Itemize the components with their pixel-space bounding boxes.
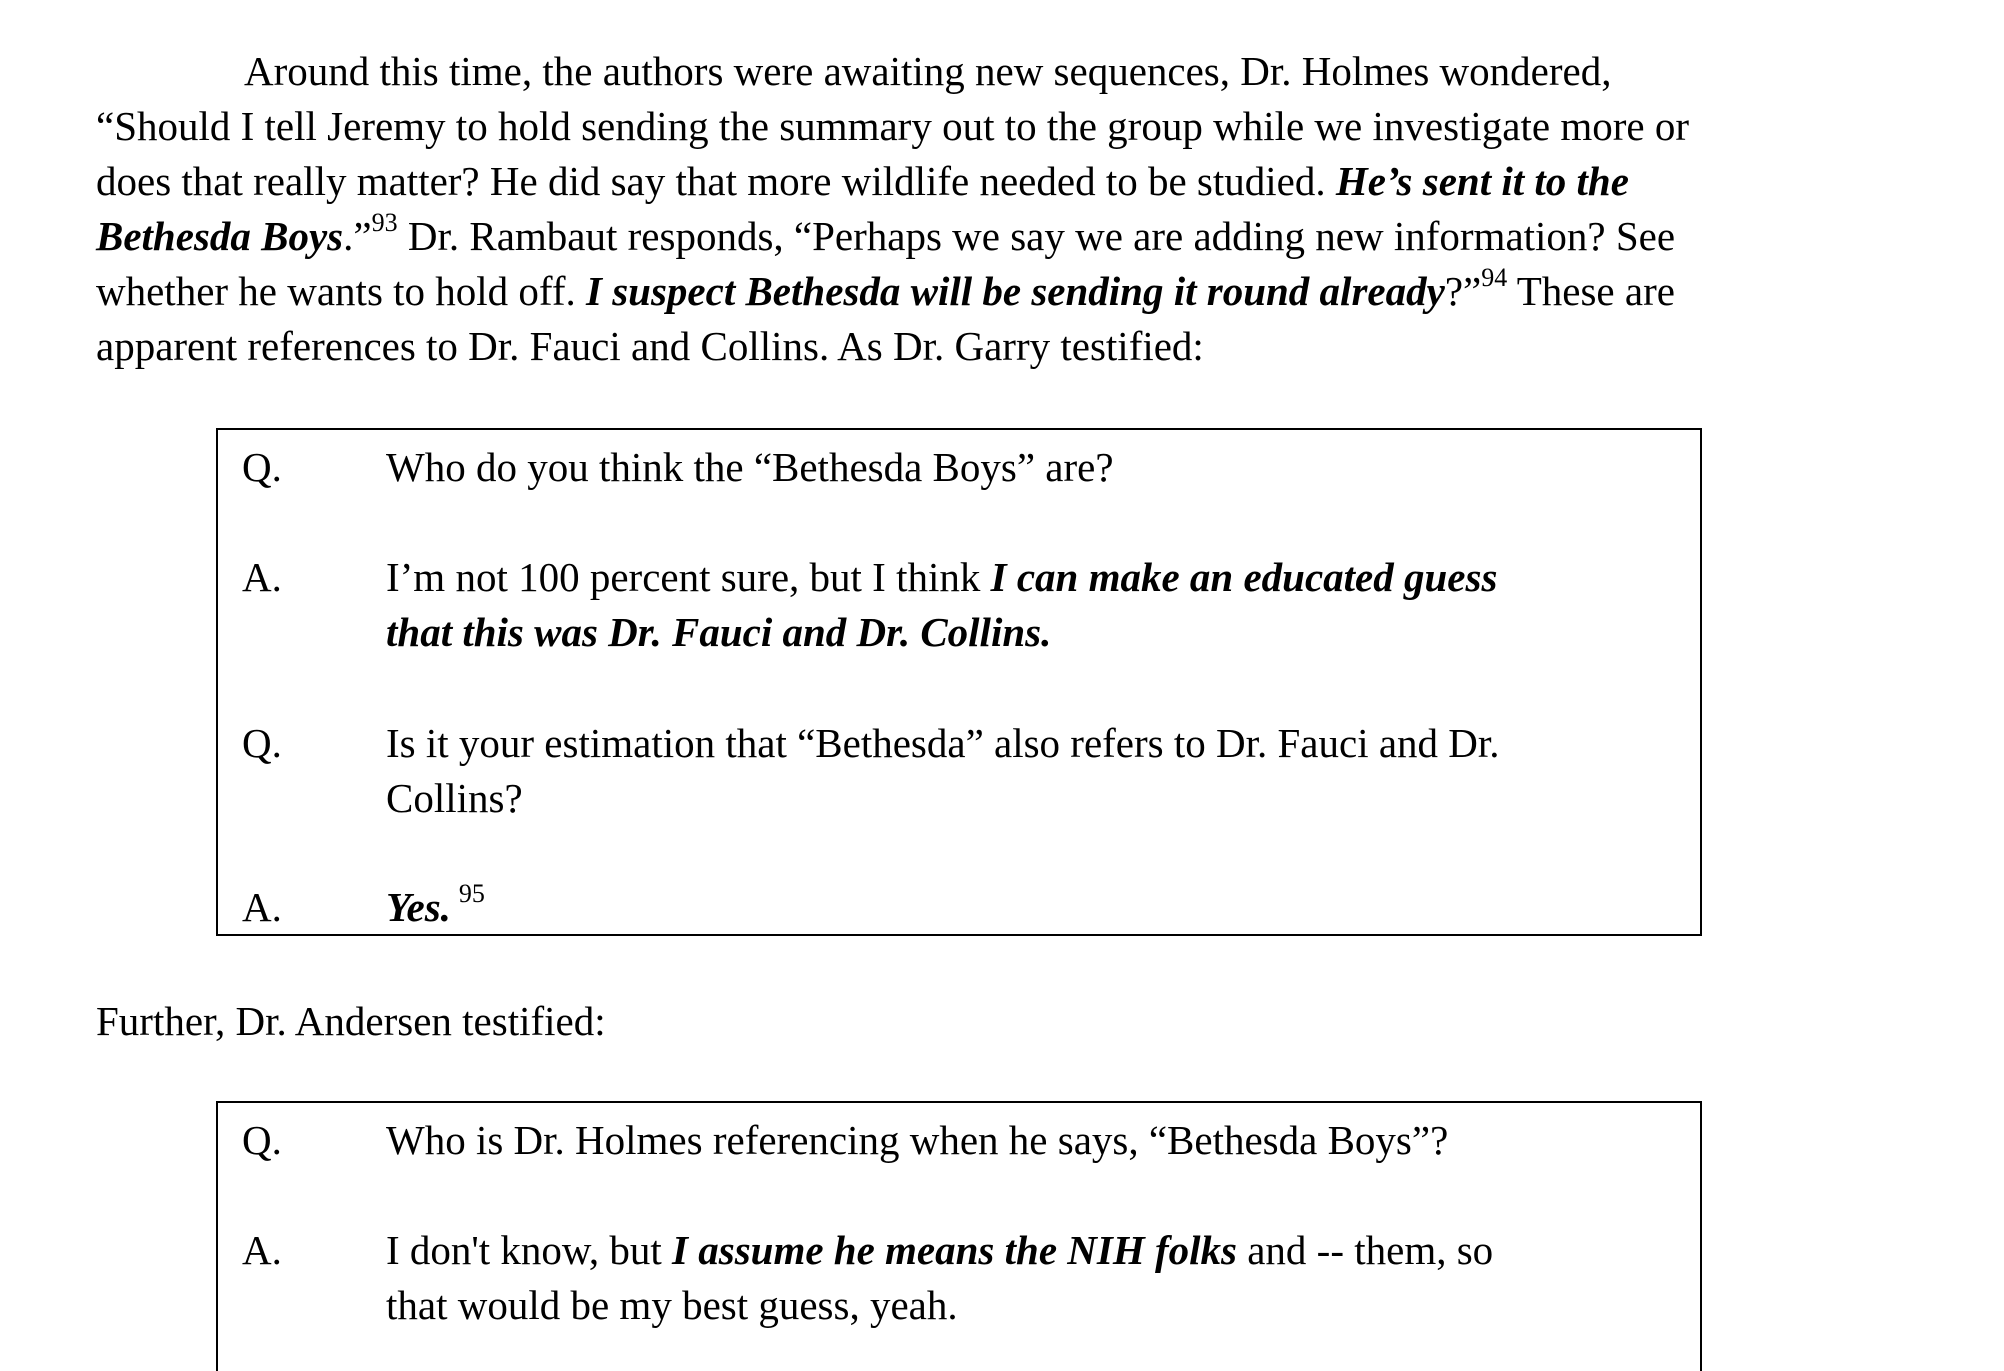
question-text [386,1113,1686,1168]
answer-line [386,1223,1686,1278]
transition-paragraph [96,994,1976,1049]
answer-text [386,1223,1686,1333]
text-run: that would be my best guess, yeah. [386,1282,958,1328]
answer-label: A. [242,1227,282,1273]
emphasized-quote: I assume he means the NIH folks [672,1227,1237,1273]
text-run: and -- them, so [1236,1227,1494,1273]
footnote-marker: 95 [458,879,485,909]
answer-text [386,880,1686,935]
question-label: Q. [242,720,282,766]
question-text [386,716,1686,826]
text-run: whether he wants to hold off. [96,268,586,314]
footnote-marker: 94 [1481,263,1508,293]
paragraph-line [96,209,1976,264]
paragraph-line [96,99,1976,154]
paragraph-line [96,44,1976,99]
footnote-marker: 93 [371,208,398,238]
text-run: Is it your estimation that “Bethesda” also refers to Dr. Fauci and Dr. [386,720,1500,766]
question-label: Q. [242,1117,282,1163]
emphasized-quote: He’s sent it to the [1335,158,1629,204]
emphasized-quote: that this was Dr. Fauci and Dr. Collins. [386,609,1052,655]
emphasized-quote: Yes. [386,884,451,930]
answer-label: A. [242,554,282,600]
paragraph-line [96,154,1976,209]
emphasized-quote: I can make an educated guess [990,554,1498,600]
answer-line [386,880,1686,935]
testimony-box-garry [216,428,1702,936]
text-run: “Should I tell Jeremy to hold sending the summary out to the group while we investigate more or [96,103,1689,149]
answer-line [386,550,1686,605]
question-text [386,440,1686,495]
answer-label: A. [242,884,282,930]
text-run: These are [1507,268,1675,314]
paragraph-line [96,264,1976,319]
answer-text [386,550,1686,660]
emphasized-quote: I suspect Bethesda will be sending it round already [586,268,1445,314]
text-run: does that really matter? He did say that more wildlife needed to be studied. [96,158,1336,204]
intro-paragraph [96,44,1976,374]
text-run: Dr. Rambaut responds, “Perhaps we say we are adding new information? See [397,213,1676,259]
text-run: I’m not 100 percent sure, but I think [386,554,991,600]
emphasized-quote: Bethesda Boys [96,213,344,259]
text-run: Who do you think the “Bethesda Boys” are? [386,444,1114,490]
text-run: apparent references to Dr. Fauci and Collins. As Dr. Garry testified: [96,323,1204,369]
text-run: Who is Dr. Holmes referencing when he says, “Bethesda Boys”? [386,1117,1449,1163]
text-run: Around this time, the authors were awaiting new sequences, Dr. Holmes wondered, [244,48,1612,94]
text-run: Further, Dr. Andersen testified: [96,998,606,1044]
text-run: ?” [1444,268,1482,314]
question-label: Q. [242,444,282,490]
text-run: Collins? [386,775,523,821]
text-run: I don't know, but [386,1227,673,1273]
testimony-box-andersen [216,1101,1702,1371]
text-run: .” [343,213,372,259]
paragraph-line [96,319,1976,374]
